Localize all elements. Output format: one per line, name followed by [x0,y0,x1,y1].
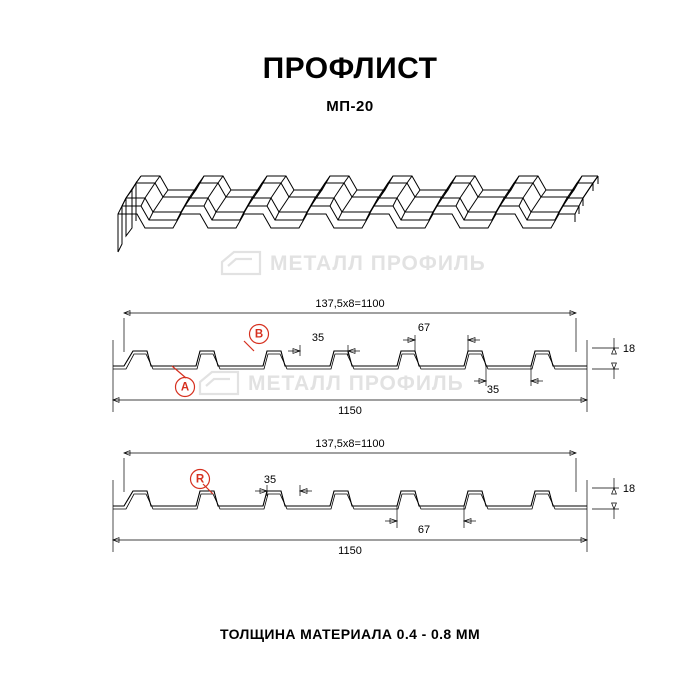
dim-total-width-top: 1150 [338,405,362,417]
dim-height-top: 18 [622,343,636,355]
iso-bottom-face [122,206,579,220]
dim-working-width-top: 137,5х8=1100 [315,298,385,310]
profile-section-bottom [113,491,587,506]
watermark-text: МЕТАЛЛ ПРОФИЛЬ [270,252,486,275]
watermark-1 [222,252,486,275]
section-view-top [113,298,635,417]
profile-section-top [113,351,587,366]
callout-b-label: B [254,328,264,341]
product-model: МП-20 [326,98,374,115]
callout-b [244,325,269,352]
callout-r-label: R [195,473,205,486]
watermark-logo-icon [200,372,238,394]
callout-r [191,470,214,495]
dim-height-bottom: 18 [622,483,636,495]
section-view-bottom [113,438,635,557]
dim-rib-small-top: 35 [311,332,325,344]
dim-rib-large-bottom: 67 [417,524,431,536]
page-title: ПРОФЛИСТ [262,52,438,85]
iso-depth-lines [136,176,598,197]
callout-a [172,366,195,397]
profile-section-top-inner [113,354,587,369]
dim-rib-small-2-top: 35 [486,384,500,396]
iso-depth-lines-3 [122,198,583,220]
watermark-2 [200,372,464,395]
watermark-group [200,252,486,395]
watermark-logo-icon [222,252,260,274]
dim-total-width-bottom: 1150 [338,545,362,557]
dim-working-width-bottom: 137,5х8=1100 [315,438,385,450]
iso-lower-edge [126,198,583,212]
material-thickness-note: ТОЛЩИНА МАТЕРИАЛА 0.4 - 0.8 ММ [219,626,481,642]
isometric-view [118,176,598,252]
profile-section-bottom-inner [113,494,587,509]
dim-rib-small-bottom: 35 [263,474,277,486]
watermark-text: МЕТАЛЛ ПРОФИЛЬ [248,372,464,395]
callout-a-label: A [180,381,190,394]
dim-rib-large-top: 67 [417,322,431,334]
iso-front-thickness [118,176,598,252]
